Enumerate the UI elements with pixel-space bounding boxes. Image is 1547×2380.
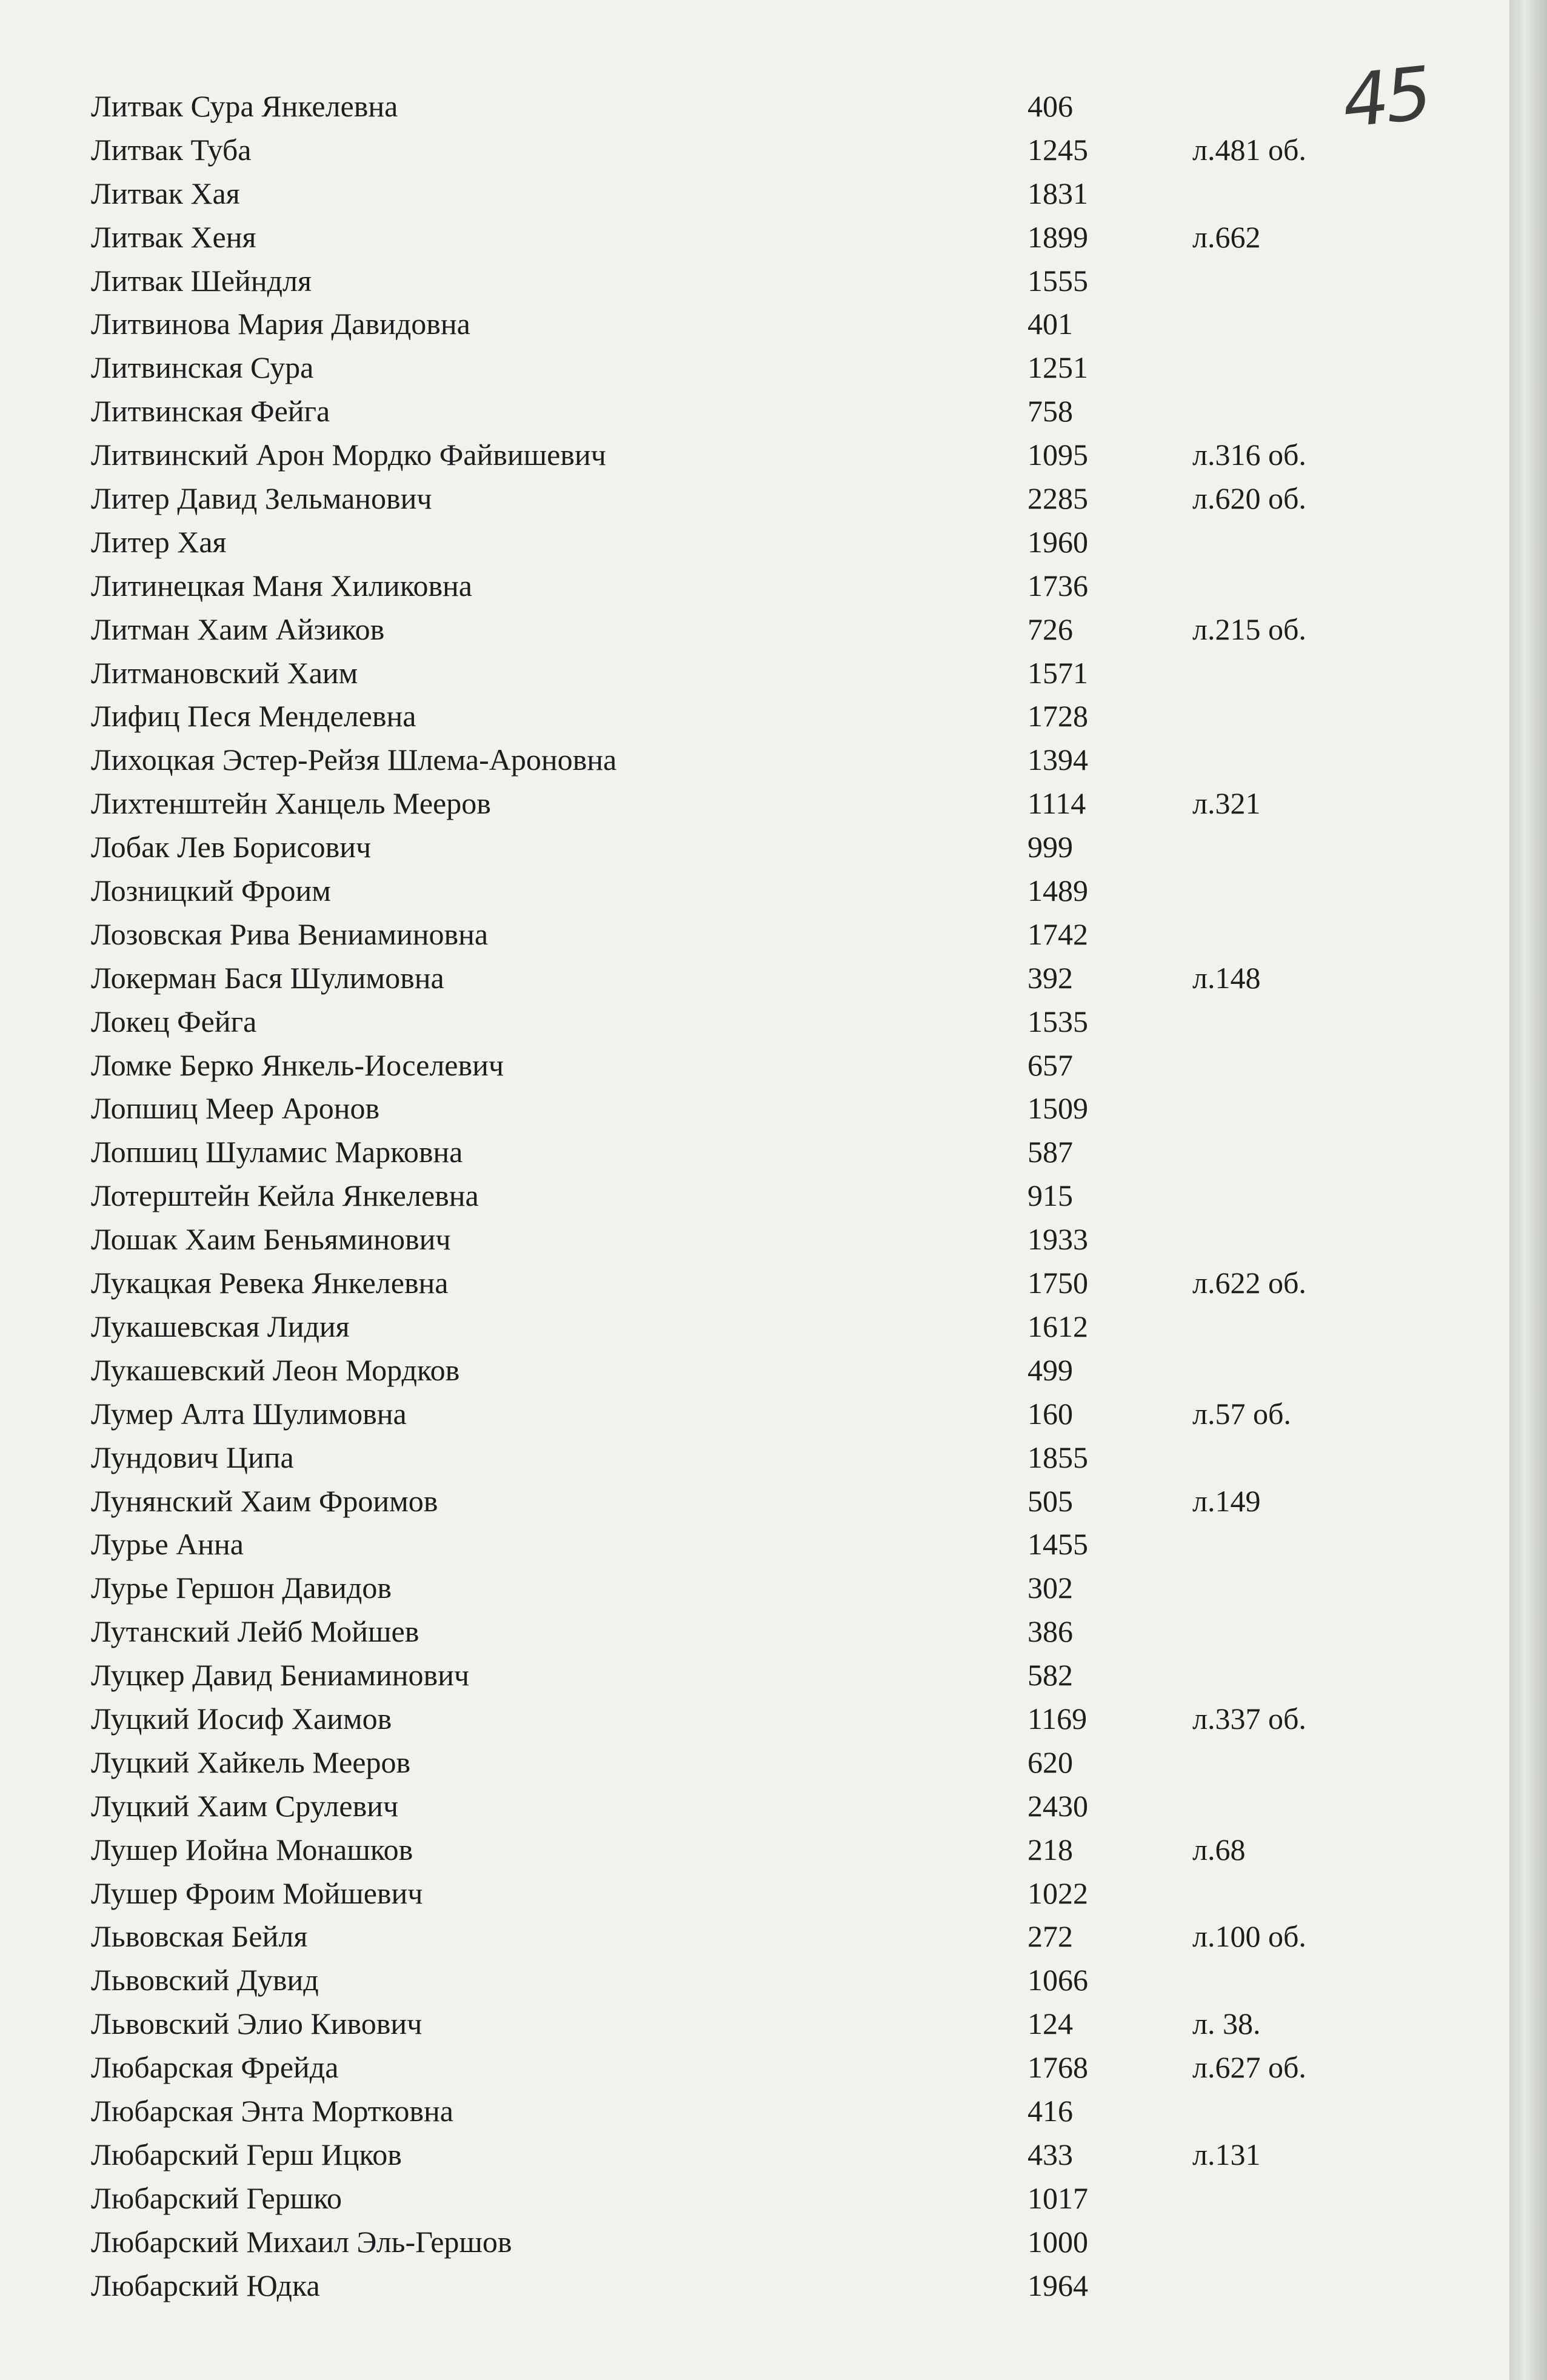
entry-number: 726: [1027, 612, 1073, 646]
entry-number: 620: [1027, 1745, 1073, 1779]
name-index-list: [0, 85, 1509, 2307]
entry-name: Лурье Анна: [91, 1527, 244, 1562]
list-item: [0, 2002, 1509, 2046]
entry-name: Любарская Энта Мортковна: [91, 2093, 453, 2128]
list-item: [0, 2046, 1509, 2090]
entry-name: Литинецкая Маня Хиликовна: [91, 568, 473, 603]
list-item: [0, 1262, 1509, 1305]
list-item: [0, 433, 1509, 477]
entry-name: Литвинская Фейга: [91, 394, 330, 429]
entry-name: Луцкер Давид Бениаминович: [91, 1658, 470, 1693]
entry-number: 1736: [1027, 568, 1088, 603]
entry-name: Львовский Элио Кивович: [91, 2007, 423, 2041]
entry-number: 1728: [1027, 699, 1088, 734]
list-item: [0, 346, 1509, 390]
entry-number: 1742: [1027, 917, 1088, 951]
entry-name: Любарский Герш Ицков: [91, 2137, 402, 2171]
entry-number: 1855: [1027, 1440, 1088, 1474]
entry-name: Лукашевская Лидия: [91, 1309, 350, 1343]
entry-name: Лихоцкая Эстер-Рейзя Шлема-Ароновна: [91, 743, 617, 777]
entry-name: Локерман Бася Шулимовна: [91, 960, 444, 995]
list-item: [0, 172, 1509, 216]
list-item: [0, 1305, 1509, 1349]
entry-number: 1535: [1027, 1004, 1088, 1038]
list-item: [0, 826, 1509, 869]
list-item: [0, 695, 1509, 738]
entry-number: 272: [1027, 1919, 1073, 1954]
entry-number: 1960: [1027, 524, 1088, 559]
entry-number: 1489: [1027, 874, 1088, 908]
entry-number: 657: [1027, 1048, 1073, 1082]
list-item: [0, 129, 1509, 172]
list-item: [0, 957, 1509, 1000]
list-item: [0, 1480, 1509, 1523]
entry-name: Луцкий Иосиф Хаимов: [91, 1701, 392, 1736]
entry-name: Лопшиц Меер Аронов: [91, 1091, 380, 1126]
entry-folio: л.131: [1192, 2137, 1261, 2171]
entry-name: Литвак Туба: [91, 132, 252, 167]
entry-number: 582: [1027, 1658, 1073, 1693]
entry-name: Литер Давид Зельманович: [91, 481, 432, 516]
list-item: [0, 738, 1509, 782]
entry-name: Локец Фейга: [91, 1004, 257, 1038]
page-edge: [1509, 0, 1547, 2380]
entry-number: 392: [1027, 960, 1073, 995]
entry-name: Лукашевский Леон Мордков: [91, 1352, 460, 1387]
entry-name: Лопшиц Шуламис Марковна: [91, 1135, 463, 1169]
list-item: [0, 869, 1509, 913]
list-item: [0, 259, 1509, 303]
entry-name: Лобак Лев Борисович: [91, 830, 372, 864]
entry-name: Лошак Хаим Беньяминович: [91, 1222, 451, 1257]
entry-number: 386: [1027, 1614, 1073, 1649]
list-item: [0, 2221, 1509, 2264]
entry-folio: л.57 об.: [1192, 1396, 1291, 1431]
list-item: [0, 1697, 1509, 1741]
entry-number: 1555: [1027, 263, 1088, 298]
list-item: [0, 216, 1509, 259]
list-item: [0, 1828, 1509, 1872]
entry-number: 1251: [1027, 350, 1088, 385]
entry-folio: л.620 об.: [1192, 481, 1306, 516]
entry-number: 1768: [1027, 2050, 1088, 2085]
entry-number: 1017: [1027, 2181, 1088, 2215]
list-item: [0, 1044, 1509, 1088]
entry-name: Лушер Фроим Мойшевич: [91, 1876, 423, 1910]
list-item: [0, 652, 1509, 695]
list-item: [0, 913, 1509, 957]
entry-name: Львовский Дувид: [91, 1963, 319, 1997]
entry-number: 160: [1027, 1396, 1073, 1431]
entry-number: 302: [1027, 1571, 1073, 1605]
list-item: [0, 1131, 1509, 1174]
list-item: [0, 477, 1509, 521]
entry-number: 1750: [1027, 1266, 1088, 1300]
list-item: [0, 1566, 1509, 1610]
list-item: [0, 85, 1509, 129]
entry-number: 1245: [1027, 132, 1088, 167]
entry-number: 2430: [1027, 1788, 1088, 1823]
list-item: [0, 1872, 1509, 1916]
entry-folio: л.337 об.: [1192, 1701, 1306, 1736]
entry-name: Литвинова Мария Давидовна: [91, 307, 470, 341]
list-item: [0, 564, 1509, 608]
list-item: [0, 1087, 1509, 1131]
list-item: [0, 2264, 1509, 2308]
entry-number: 758: [1027, 394, 1073, 429]
entry-number: 1571: [1027, 655, 1088, 690]
entry-number: 2285: [1027, 481, 1088, 516]
entry-number: 1114: [1027, 786, 1086, 821]
entry-name: Лозовская Рива Вениаминовна: [91, 917, 489, 951]
list-item: [0, 521, 1509, 564]
entry-number: 1022: [1027, 1876, 1088, 1910]
entry-number: 406: [1027, 89, 1073, 123]
entry-name: Литман Хаим Айзиков: [91, 612, 385, 646]
entry-number: 401: [1027, 307, 1073, 341]
entry-number: 1095: [1027, 438, 1088, 472]
entry-name: Литвинская Сура: [91, 350, 314, 385]
entry-name: Львовская Бейля: [91, 1919, 308, 1954]
entry-number: 1394: [1027, 743, 1088, 777]
list-item: [0, 1915, 1509, 1959]
entry-number: 1899: [1027, 219, 1088, 254]
entry-name: Литмановский Хаим: [91, 655, 358, 690]
list-item: [0, 1000, 1509, 1044]
entry-name: Литвак Сура Янкелевна: [91, 89, 398, 123]
entry-folio: л.321: [1192, 786, 1261, 821]
entry-folio: л.662: [1192, 219, 1261, 254]
entry-name: Лурье Гершон Давидов: [91, 1571, 392, 1605]
list-item: [0, 1785, 1509, 1828]
entry-number: 124: [1027, 2007, 1073, 2041]
entry-name: Литвак Хая: [91, 176, 240, 210]
entry-folio: л. 38.: [1192, 2007, 1261, 2041]
entry-number: 1831: [1027, 176, 1088, 210]
list-item: [0, 1349, 1509, 1392]
entry-name: Ломке Берко Янкель-Иоселевич: [91, 1048, 504, 1082]
entry-folio: л.622 об.: [1192, 1266, 1306, 1300]
list-item: [0, 1654, 1509, 1697]
list-item: [0, 1174, 1509, 1218]
entry-number: 1509: [1027, 1091, 1088, 1126]
entry-folio: л.100 об.: [1192, 1919, 1306, 1954]
entry-folio: л.481 об.: [1192, 132, 1306, 167]
entry-name: Любарская Фрейда: [91, 2050, 339, 2085]
entry-folio: л.627 об.: [1192, 2050, 1306, 2085]
handwritten-page-number: 45: [1338, 52, 1432, 144]
entry-folio: л.215 об.: [1192, 612, 1306, 646]
entry-number: 587: [1027, 1135, 1073, 1169]
list-item: [0, 1959, 1509, 2002]
entry-number: 1964: [1027, 2268, 1088, 2302]
list-item: [0, 1523, 1509, 1566]
entry-number: 915: [1027, 1178, 1073, 1213]
list-item: [0, 782, 1509, 826]
entry-folio: л.148: [1192, 960, 1261, 995]
entry-name: Любарский Михаил Эль-Гершов: [91, 2224, 512, 2259]
list-item: [0, 303, 1509, 346]
entry-folio: л.68: [1192, 1832, 1246, 1867]
entry-name: Лозницкий Фроим: [91, 874, 331, 908]
entry-folio: л.149: [1192, 1483, 1261, 1518]
entry-number: 1612: [1027, 1309, 1088, 1343]
entry-name: Лифиц Песя Менделевна: [91, 699, 416, 734]
entry-name: Литер Хая: [91, 524, 227, 559]
entry-number: 999: [1027, 830, 1073, 864]
list-item: [0, 1392, 1509, 1436]
entry-number: 218: [1027, 1832, 1073, 1867]
entry-number: 433: [1027, 2137, 1073, 2171]
list-item: [0, 1741, 1509, 1785]
entry-name: Лушер Иойна Монашков: [91, 1832, 413, 1867]
list-item: [0, 2177, 1509, 2221]
entry-name: Литвинский Арон Мордко Файвишевич: [91, 438, 606, 472]
entry-number: 1000: [1027, 2224, 1088, 2259]
entry-name: Луцкий Хаим Срулевич: [91, 1788, 399, 1823]
entry-number: 416: [1027, 2093, 1073, 2128]
list-item: [0, 608, 1509, 652]
entry-name: Лихтенштейн Ханцель Мееров: [91, 786, 491, 821]
entry-name: Лутанский Лейб Мойшев: [91, 1614, 419, 1649]
entry-name: Литвак Хеня: [91, 219, 256, 254]
entry-name: Литвак Шейндля: [91, 263, 312, 298]
entry-folio: л.316 об.: [1192, 438, 1306, 472]
list-item: [0, 1218, 1509, 1262]
entry-name: Лундович Ципа: [91, 1440, 294, 1474]
list-item: [0, 390, 1509, 433]
entry-name: Луцкий Хайкель Мееров: [91, 1745, 411, 1779]
entry-name: Лунянский Хаим Фроимов: [91, 1483, 438, 1518]
list-item: [0, 1610, 1509, 1654]
entry-number: 505: [1027, 1483, 1073, 1518]
entry-number: 1169: [1027, 1701, 1088, 1736]
entry-name: Лукацкая Ревека Янкелевна: [91, 1266, 449, 1300]
entry-number: 1455: [1027, 1527, 1088, 1562]
entry-name: Любарский Юдка: [91, 2268, 320, 2302]
list-item: [0, 1436, 1509, 1480]
entry-number: 1933: [1027, 1222, 1088, 1257]
entry-name: Лотерштейн Кейла Янкелевна: [91, 1178, 479, 1213]
entry-number: 499: [1027, 1352, 1073, 1387]
list-item: [0, 2133, 1509, 2177]
entry-number: 1066: [1027, 1963, 1088, 1997]
entry-name: Лумер Алта Шулимовна: [91, 1396, 407, 1431]
entry-name: Любарский Гершко: [91, 2181, 342, 2215]
list-item: [0, 2090, 1509, 2133]
